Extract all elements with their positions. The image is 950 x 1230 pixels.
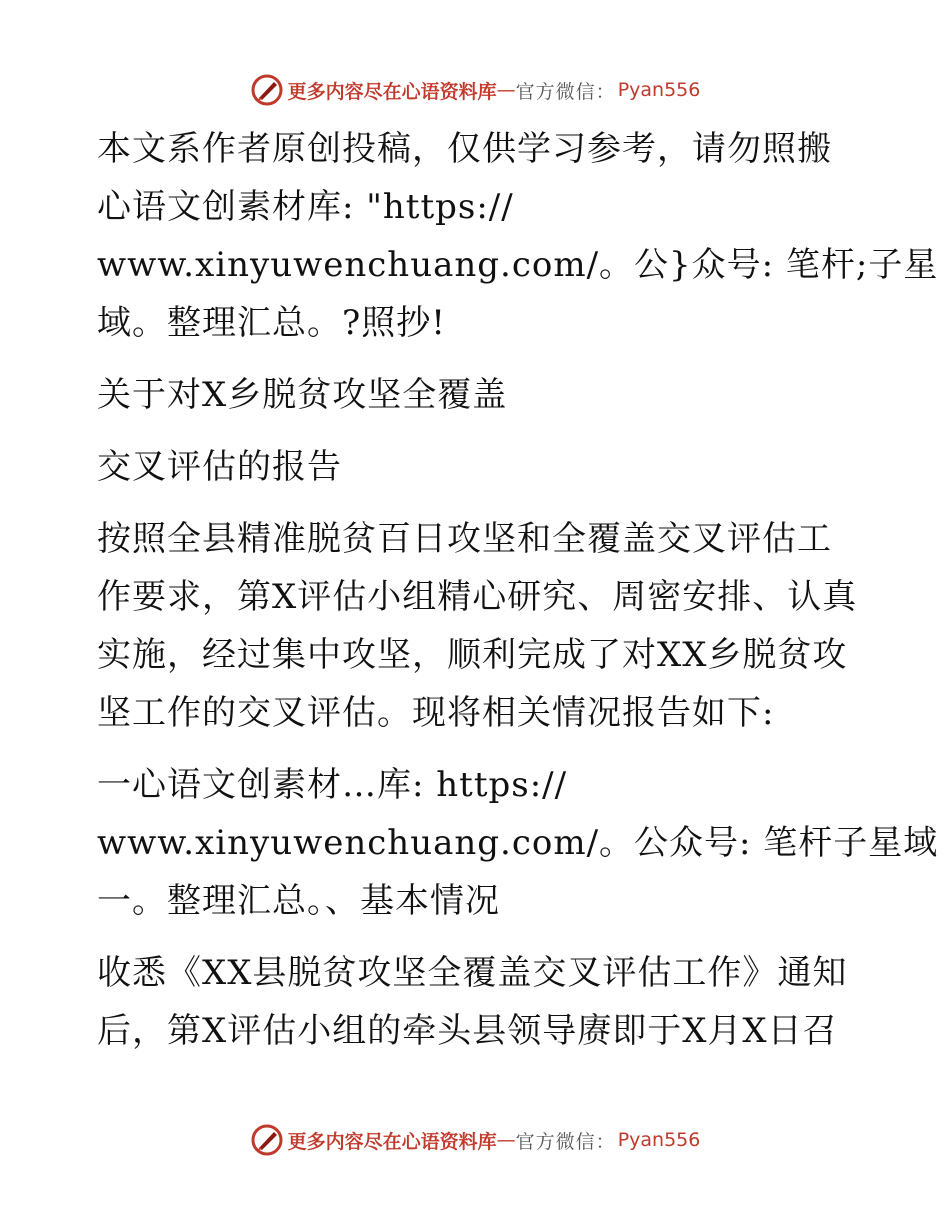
- watermark-dash: —: [496, 1129, 516, 1151]
- text-line: 坚工作的交叉评估。现将相关情况报告如下:: [97, 693, 775, 733]
- text-line: 一心语文创素材…库: https://: [97, 765, 568, 805]
- text-line: 按照全县精准脱贫百日攻坚和全覆盖交叉评估工: [97, 519, 832, 559]
- text-line: www.xinyuwenchuang.com/。公}众号: 笔杆;子星: [97, 245, 939, 285]
- text-line: 心语文创素材库: "https://: [97, 187, 514, 227]
- text-line: 作要求，第X评估小组精心研究、周密安排、认真: [97, 577, 858, 617]
- watermark-wechat-handle: Pyan556: [617, 1129, 701, 1151]
- paragraph: [97, 510, 857, 742]
- paragraph: [97, 756, 939, 930]
- text-line: www.xinyuwenchuang.com/。公众号: 笔杆子星域: [97, 823, 939, 863]
- text-line: 交叉评估的报告: [97, 447, 342, 487]
- watermark-dash: —: [496, 79, 516, 101]
- text-line: 关于对X乡脱贫攻坚全覆盖: [97, 375, 508, 415]
- text-line: 后，第X评估小组的牵头县领导赓即于X月X日召: [97, 1011, 838, 1051]
- paragraph-gap: [97, 930, 857, 944]
- paragraph-gap: [97, 496, 857, 510]
- quill-pen-logo-icon: [250, 73, 284, 107]
- paragraph: [97, 366, 857, 424]
- paragraph: [97, 944, 857, 1060]
- text-line: 收悉《XX县脱贫攻坚全覆盖交叉评估工作》通知: [97, 953, 848, 993]
- watermark-wechat-label: 官方微信：: [515, 1130, 616, 1153]
- document-body: [97, 120, 939, 1060]
- watermark-brand: 更多内容尽在心语资料库: [287, 1130, 497, 1153]
- paragraph: [97, 438, 857, 496]
- text-line: 本文系作者原创投稿，仅供学习参考，请勿照搬: [97, 129, 832, 169]
- header-watermark: [0, 70, 950, 110]
- paragraph: [97, 120, 939, 352]
- text-line: 域。整理汇总。?照抄!: [97, 303, 446, 343]
- watermark-wechat-handle: Pyan556: [617, 79, 701, 101]
- quill-pen-logo-icon: [250, 1123, 284, 1157]
- paragraph-gap: [97, 742, 857, 756]
- footer-watermark: [0, 1120, 950, 1160]
- text-line: 一。整理汇总。、基本情况: [97, 881, 500, 921]
- paragraph-gap: [97, 352, 857, 366]
- paragraph-gap: [97, 424, 857, 438]
- watermark-brand: 更多内容尽在心语资料库: [287, 80, 497, 103]
- watermark-wechat-label: 官方微信：: [515, 80, 616, 103]
- text-line: 实施，经过集中攻坚，顺利完成了对XX乡脱贫攻: [97, 635, 848, 675]
